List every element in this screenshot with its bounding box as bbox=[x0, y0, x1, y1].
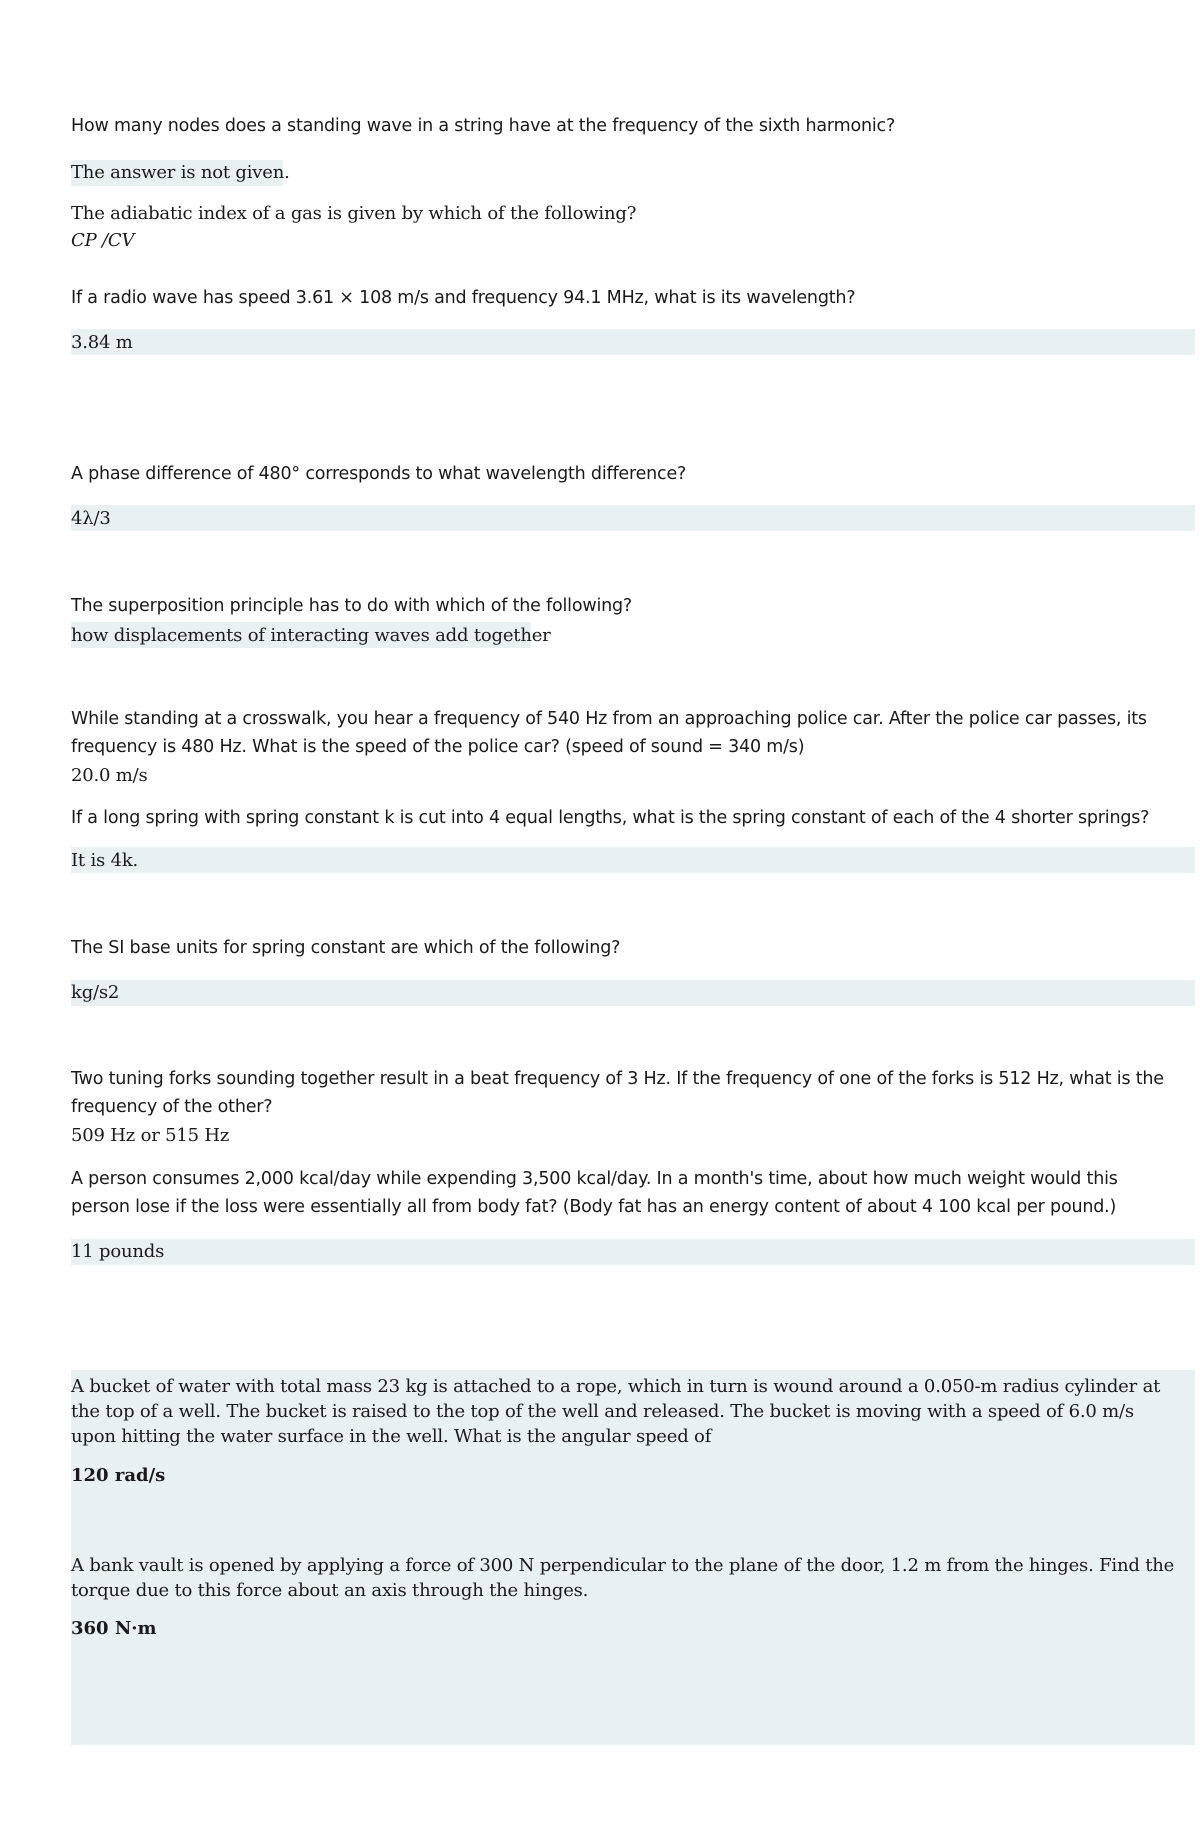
question-text: The adiabatic index of a gas is given by which of the following? bbox=[71, 203, 637, 224]
answer-text: 4λ/3 bbox=[71, 508, 111, 529]
question-text: How many nodes does a standing wave in a string have at the frequency of the sixth harmonic? bbox=[71, 116, 896, 136]
answer-text: 3.84 m bbox=[71, 332, 133, 353]
answer-text: CP /CV bbox=[71, 230, 135, 251]
question-text: A bucket of water with total mass 23 kg is attached to a rope, which in turn is wound around a 0.050-m radius cylinder at the top of a well. The bucket is raised to the top of the well and released. The bucket is moving with a speed of 6.0 m/s upon hitting the water surface in the well. What is the angular speed of bbox=[71, 1376, 1161, 1447]
question-text: The superposition principle has to do with which of the following? bbox=[71, 596, 633, 616]
question-text: If a radio wave has speed 3.61 × 108 m/s and frequency 94.1 MHz, what is its wavelength? bbox=[71, 288, 856, 308]
answer-text: The answer is not given. bbox=[71, 162, 290, 183]
answer-highlight bbox=[71, 505, 1195, 531]
answer-highlight bbox=[71, 847, 1195, 873]
question-text: While standing at a crosswalk, you hear a frequency of 540 Hz from an approaching police car. After the police car passes, its frequency is 480 Hz. What is the speed of the police car? (speed of sound = 340 m/s) bbox=[71, 709, 1147, 757]
answer-text: 360 N·m bbox=[71, 1618, 157, 1639]
answer-text: 509 Hz or 515 Hz bbox=[71, 1125, 230, 1146]
question-text: The SI base units for spring constant are which of the following? bbox=[71, 938, 621, 958]
answer-highlight bbox=[71, 329, 1195, 355]
question-text: A bank vault is opened by applying a force of 300 N perpendicular to the plane of the door, 1.2 m from the hinges. Find the torque due to this force about an axis through the hinges. bbox=[71, 1555, 1175, 1601]
answer-text: how displacements of interacting waves add together bbox=[71, 625, 551, 646]
question-text: Two tuning forks sounding together result in a beat frequency of 3 Hz. If the frequency of one of the forks is 512 Hz, what is the frequency of the other? bbox=[71, 1069, 1164, 1117]
answer-text: It is 4k. bbox=[71, 850, 139, 871]
answer-highlight bbox=[71, 980, 1195, 1006]
question-text: If a long spring with spring constant k is cut into 4 equal lengths, what is the spring constant of each of the 4 shorter springs? bbox=[71, 808, 1150, 828]
answer-highlight bbox=[71, 1239, 1195, 1265]
answer-text: 11 pounds bbox=[71, 1241, 165, 1262]
answer-text: kg/s2 bbox=[71, 982, 120, 1003]
question-text: A person consumes 2,000 kcal/day while expending 3,500 kcal/day. In a month's time, about how much weight would this person lose if the loss were essentially all from body fat? (Body fat has an energy content of about 4 100 kcal per pound.) bbox=[71, 1169, 1118, 1217]
question-text: A phase difference of 480° corresponds to what wavelength difference? bbox=[71, 464, 687, 484]
answer-text: 120 rad/s bbox=[71, 1465, 166, 1486]
answer-text: 20.0 m/s bbox=[71, 765, 148, 786]
